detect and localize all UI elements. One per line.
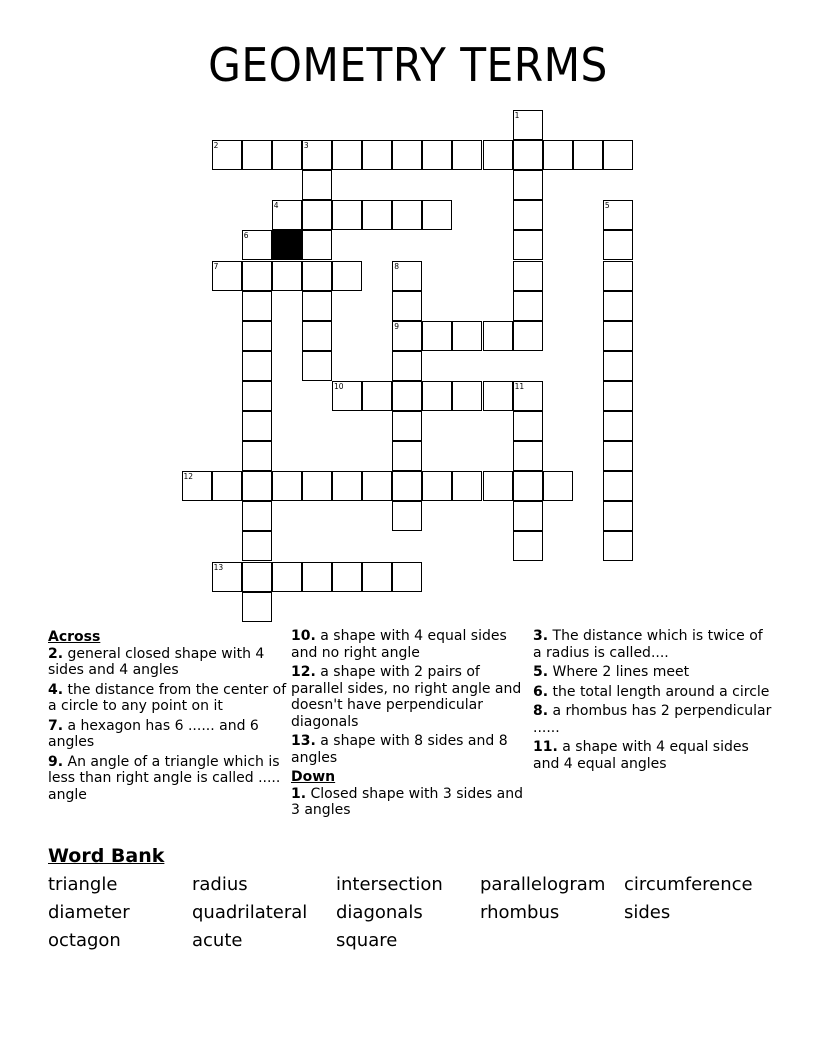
crossword-cell[interactable] [392, 321, 422, 351]
crossword-cell[interactable] [272, 140, 302, 170]
word-bank-word: circumference [624, 874, 753, 895]
crossword-cell[interactable] [483, 140, 513, 170]
crossword-cell[interactable] [513, 261, 543, 291]
clue-number: 9 [394, 321, 399, 331]
word-bank-word: sides [624, 902, 671, 923]
crossword-cell[interactable] [212, 471, 242, 501]
crossword-cell[interactable] [332, 140, 362, 170]
crossword-cell[interactable] [483, 471, 513, 501]
crossword-cell[interactable] [362, 471, 392, 501]
clue-number: 3 [303, 141, 309, 151]
clue-down-11: 11. a shape with 4 equal sides and 4 equal angles [533, 739, 749, 772]
crossword-cell[interactable] [603, 321, 633, 351]
crossword-cell[interactable] [513, 200, 543, 230]
clue-across-9: 9. An angle of a triangle which is less than right angle is called ..... angle [48, 753, 281, 803]
crossword-cell[interactable] [242, 351, 272, 381]
crossword-cell[interactable] [452, 471, 482, 501]
crossword-cell[interactable] [513, 501, 543, 531]
crossword-cell[interactable] [452, 321, 482, 351]
crossword-cell[interactable] [513, 471, 543, 501]
crossword-block-cell [272, 230, 302, 260]
crossword-cell[interactable] [422, 471, 452, 501]
crossword-cell[interactable] [513, 411, 543, 441]
crossword-cell[interactable] [392, 562, 422, 592]
crossword-cell[interactable] [603, 200, 633, 230]
crossword-cell[interactable] [302, 261, 332, 291]
word-bank-word: rhombus [480, 902, 560, 923]
crossword-cell[interactable] [302, 230, 332, 260]
crossword-cell[interactable] [242, 381, 272, 411]
crossword-cell[interactable] [242, 291, 272, 321]
word-bank-word: parallelogram [480, 874, 606, 895]
clue-across-7: 7. a hexagon has 6 ...... and 6 angles [48, 717, 259, 750]
crossword-cell[interactable] [513, 110, 543, 140]
clue-number: 4 [273, 201, 279, 211]
crossword-cell[interactable] [603, 441, 633, 471]
across-heading: Across [48, 629, 101, 645]
crossword-cell[interactable] [603, 291, 633, 321]
clue-down-3: 3. The distance which is twice of a radius is called.... [533, 628, 763, 661]
clue-down-5: 5. Where 2 lines meet [533, 664, 690, 680]
clue-down-6: 6. the total length around a circle [533, 683, 770, 700]
crossword-cell[interactable] [513, 531, 543, 561]
page-title: GEOMETRY TERMS [208, 38, 608, 92]
crossword-cell[interactable] [392, 381, 422, 411]
crossword-cell[interactable] [302, 200, 332, 230]
crossword-cell[interactable] [422, 140, 452, 170]
crossword-cell[interactable] [242, 230, 272, 260]
clue-number: 6 [243, 231, 249, 241]
crossword-cell[interactable] [302, 291, 332, 321]
crossword-cell[interactable] [392, 411, 422, 441]
crossword-cell[interactable] [242, 261, 272, 291]
crossword-cell[interactable] [422, 321, 452, 351]
word-bank-word: acute [192, 930, 243, 951]
crossword-cell[interactable] [513, 441, 543, 471]
crossword-cell[interactable] [362, 381, 392, 411]
word-bank-word: radius [192, 874, 248, 895]
crossword-cell[interactable] [212, 261, 242, 291]
crossword-cell[interactable] [302, 321, 332, 351]
crossword-cell[interactable] [272, 562, 302, 592]
crossword-cell[interactable] [332, 261, 362, 291]
crossword-cell[interactable] [603, 531, 633, 561]
crossword-cell[interactable] [513, 170, 543, 200]
crossword-cell[interactable] [332, 471, 362, 501]
crossword-cell[interactable] [513, 381, 543, 411]
word-bank-heading: Word Bank [48, 845, 165, 867]
crossword-cell[interactable] [422, 381, 452, 411]
clue-down-1: 1. Closed shape with 3 sides and 3 angles [291, 785, 523, 818]
crossword-cell[interactable] [603, 381, 633, 411]
crossword-cell[interactable] [302, 562, 332, 592]
crossword-cell[interactable] [422, 200, 452, 230]
crossword-cell[interactable] [332, 381, 362, 411]
clue-number: 10 [334, 381, 344, 391]
crossword-cell[interactable] [362, 200, 392, 230]
clue-across-13: 13. a shape with 8 sides and 8 angles [291, 733, 508, 766]
crossword-cell[interactable] [212, 562, 242, 592]
clue-number: 1 [514, 111, 520, 120]
clue-number: 7 [213, 261, 219, 271]
clue-number: 2 [213, 141, 219, 151]
crossword-cell[interactable] [332, 200, 362, 230]
word-bank-word: octagon [48, 930, 121, 951]
crossword-cell[interactable] [603, 471, 633, 501]
crossword-cell[interactable] [242, 441, 272, 471]
word-bank-word: diagonals [336, 902, 423, 923]
crossword-cell[interactable] [242, 592, 272, 622]
crossword-cell[interactable] [573, 140, 603, 170]
crossword-cell[interactable] [513, 321, 543, 351]
crossword-cell[interactable] [182, 471, 212, 501]
crossword-cell[interactable] [392, 351, 422, 381]
crossword-cell[interactable] [452, 140, 482, 170]
crossword-cell[interactable] [483, 321, 513, 351]
crossword-cell[interactable] [513, 291, 543, 321]
crossword-cell[interactable] [302, 471, 332, 501]
crossword-cell[interactable] [452, 381, 482, 411]
clue-across-2: 2. general closed shape with 4 sides and 4 angles [48, 645, 265, 678]
crossword-cell[interactable] [272, 471, 302, 501]
crossword-cell[interactable] [543, 471, 573, 501]
crossword-cell[interactable] [392, 140, 422, 170]
clues-column-2 [291, 628, 531, 822]
clue-down-8: 8. a rhombus has 2 perpendicular ...... [533, 703, 772, 736]
clues-column-1 [48, 628, 288, 806]
crossword-cell[interactable] [242, 321, 272, 351]
word-bank-word: square [336, 930, 398, 951]
crossword-cell[interactable] [543, 140, 573, 170]
crossword-cell[interactable] [242, 411, 272, 441]
crossword-cell[interactable] [603, 261, 633, 291]
clue-number: 13 [213, 562, 224, 572]
crossword-cell[interactable] [362, 562, 392, 592]
crossword-cell[interactable] [242, 562, 272, 592]
crossword-cell[interactable] [392, 291, 422, 321]
crossword-cell[interactable] [603, 501, 633, 531]
word-bank-word: quadrilateral [192, 902, 308, 923]
crossword-cell[interactable] [513, 140, 543, 170]
crossword-cell[interactable] [212, 140, 242, 170]
crossword-cell[interactable] [603, 140, 633, 170]
clue-number: 12 [183, 472, 194, 482]
crossword-cell[interactable] [603, 230, 633, 260]
crossword-cell[interactable] [242, 531, 272, 561]
crossword-cell[interactable] [242, 140, 272, 170]
crossword-cell[interactable] [272, 261, 302, 291]
crossword-cell[interactable] [302, 140, 332, 170]
crossword-cell[interactable] [332, 562, 362, 592]
crossword-cell[interactable] [392, 200, 422, 230]
crossword-cell[interactable] [362, 140, 392, 170]
word-bank-word: diameter [48, 902, 130, 923]
crossword-cell[interactable] [302, 351, 332, 381]
clue-number: 8 [394, 261, 399, 271]
crossword-cell[interactable] [242, 501, 272, 531]
clues-column-3 [533, 628, 773, 775]
crossword-cell[interactable] [603, 411, 633, 441]
crossword-cell[interactable] [483, 381, 513, 411]
word-bank-word: triangle [48, 874, 118, 895]
crossword-cell[interactable] [302, 170, 332, 200]
clue-across-12: 12. a shape with 2 pairs of parallel sides, no right angle and doesn't have perpendicular diagonals [291, 664, 522, 730]
down-heading: Down [291, 769, 336, 785]
crossword-cell[interactable] [392, 501, 422, 531]
crossword-cell[interactable] [392, 471, 422, 501]
crossword-cell[interactable] [513, 230, 543, 260]
clue-number: 11 [514, 381, 525, 391]
crossword-cell[interactable] [392, 441, 422, 471]
crossword-cell[interactable] [603, 351, 633, 381]
clue-across-10: 10. a shape with 4 equal sides and no right angle [291, 628, 507, 661]
word-bank-word: intersection [336, 874, 443, 895]
crossword-cell[interactable] [272, 200, 302, 230]
crossword-cell[interactable] [242, 471, 272, 501]
clue-across-4: 4. the distance from the center of a circle to any point on it [48, 681, 287, 714]
crossword-cell[interactable] [392, 261, 422, 291]
clue-number: 5 [604, 201, 610, 211]
